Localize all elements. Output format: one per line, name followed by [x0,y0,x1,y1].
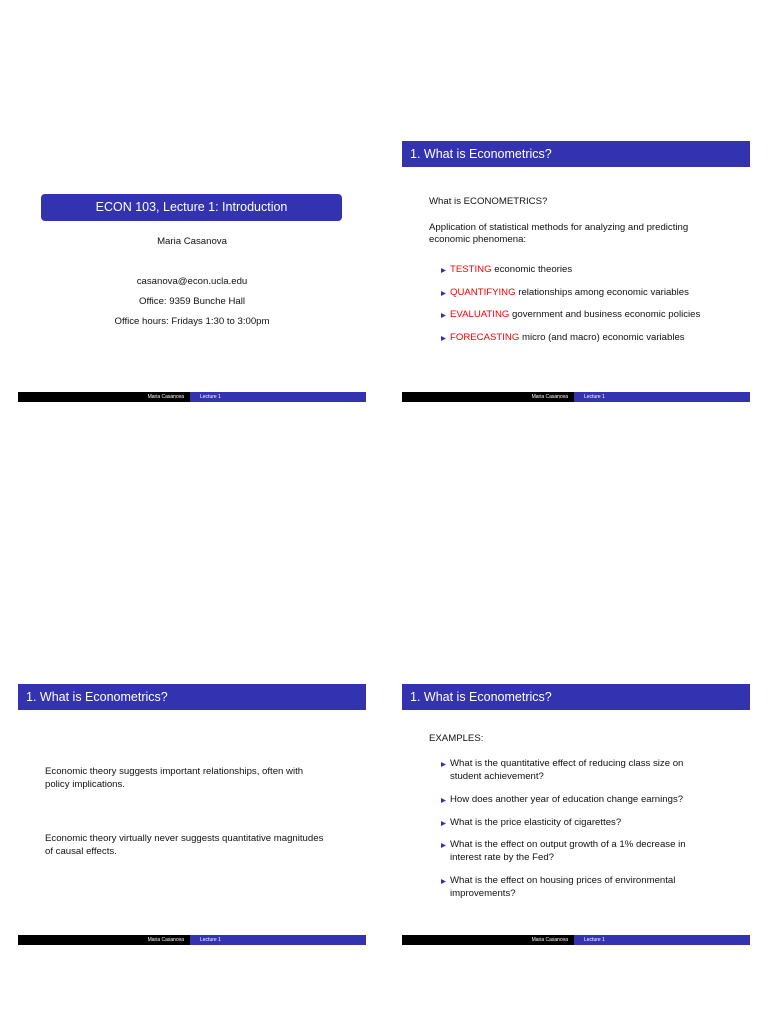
slide-footer [18,392,366,402]
alert-keyword: TESTING [450,264,492,275]
paragraph-line: Economic theory virtually never suggests quantitative magnitudes [45,833,324,844]
list-item-line: improvements? [450,888,516,899]
triangle-bullet-icon [441,798,446,803]
definition-line: Application of statistical methods for analyzing and predicting [429,222,689,233]
frame-header [18,684,366,710]
footer-short-title: Lecture 1 [200,394,221,400]
triangle-bullet-icon [441,762,446,767]
list-item-line: How does another year of education change earnings? [450,794,684,805]
paragraph-line: of causal effects. [45,846,117,857]
list-item-text: government and business economic policies [512,309,701,320]
list-item-line: student achievement? [450,771,544,782]
paragraph-line: Economic theory suggests important relationships, often with [45,766,304,777]
examples-label: EXAMPLES: [429,733,484,744]
paragraph-line: policy implications. [45,779,125,790]
triangle-bullet-icon [441,291,446,296]
frame-title: 1. What is Econometrics? [410,690,552,704]
footer-title-block [190,392,366,402]
list-item-line: What is the price elasticity of cigarettes? [450,817,622,828]
alert-keyword: FORECASTING [450,332,520,343]
frame-header [402,141,750,167]
definition-line: economic phenomena: [429,234,527,245]
triangle-bullet-icon [441,313,446,318]
author-email: casanova@econ.ucla.edu [136,276,248,287]
footer-author-block [18,935,190,945]
footer-author: Maria Casanova [531,394,568,400]
list-item [450,332,685,344]
slide-footer [402,935,750,945]
triangle-bullet-icon [441,843,446,848]
office-location: Office: 9359 Bunche Hall [139,296,245,307]
footer-title-block [574,392,750,402]
frame-title: 1. What is Econometrics? [410,147,552,161]
slide-economic-theory [18,684,366,945]
triangle-bullet-icon [441,821,446,826]
frame-title: 1. What is Econometrics? [26,690,168,704]
slide-footer [402,392,750,402]
triangle-bullet-icon [441,879,446,884]
slide-footer [18,935,366,945]
slide-definition [402,141,750,402]
frame-header [402,684,750,710]
footer-short-title: Lecture 1 [200,937,221,943]
footer-short-title: Lecture 1 [584,937,605,943]
footer-author: Maria Casanova [147,394,184,400]
footer-author-block [402,935,574,945]
list-item-line: interest rate by the Fed? [450,852,554,863]
footer-title-block [574,935,750,945]
list-item-text: economic theories [494,264,573,275]
list-item [450,287,689,299]
alert-keyword: EVALUATING [450,309,510,320]
office-hours: Office hours: Fridays 1:30 to 3:00pm [114,316,270,327]
presentation-title: ECON 103, Lecture 1: Introduction [41,194,342,221]
list-item-line: What is the quantitative effect of reducing class size on [450,758,684,769]
list-item-line: What is the effect on housing prices of environmental [450,875,676,886]
footer-short-title: Lecture 1 [584,394,605,400]
author-name: Maria Casanova [157,236,227,247]
list-item [450,264,572,276]
list-item-line: What is the effect on output growth of a 1% decrease in [450,839,686,850]
alert-keyword: QUANTIFYING [450,287,516,298]
list-item-text: relationships among economic variables [518,287,689,298]
list-item [450,309,700,321]
list-item-text: micro (and macro) economic variables [521,332,685,343]
triangle-bullet-icon [441,336,446,341]
footer-author-block [18,392,190,402]
slide-title-page [18,141,366,402]
question-text: What is ECONOMETRICS? [429,196,548,207]
triangle-bullet-icon [441,268,446,273]
slide-examples [402,684,750,945]
footer-author: Maria Casanova [531,937,568,943]
footer-author: Maria Casanova [147,937,184,943]
footer-title-block [190,935,366,945]
footer-author-block [402,392,574,402]
